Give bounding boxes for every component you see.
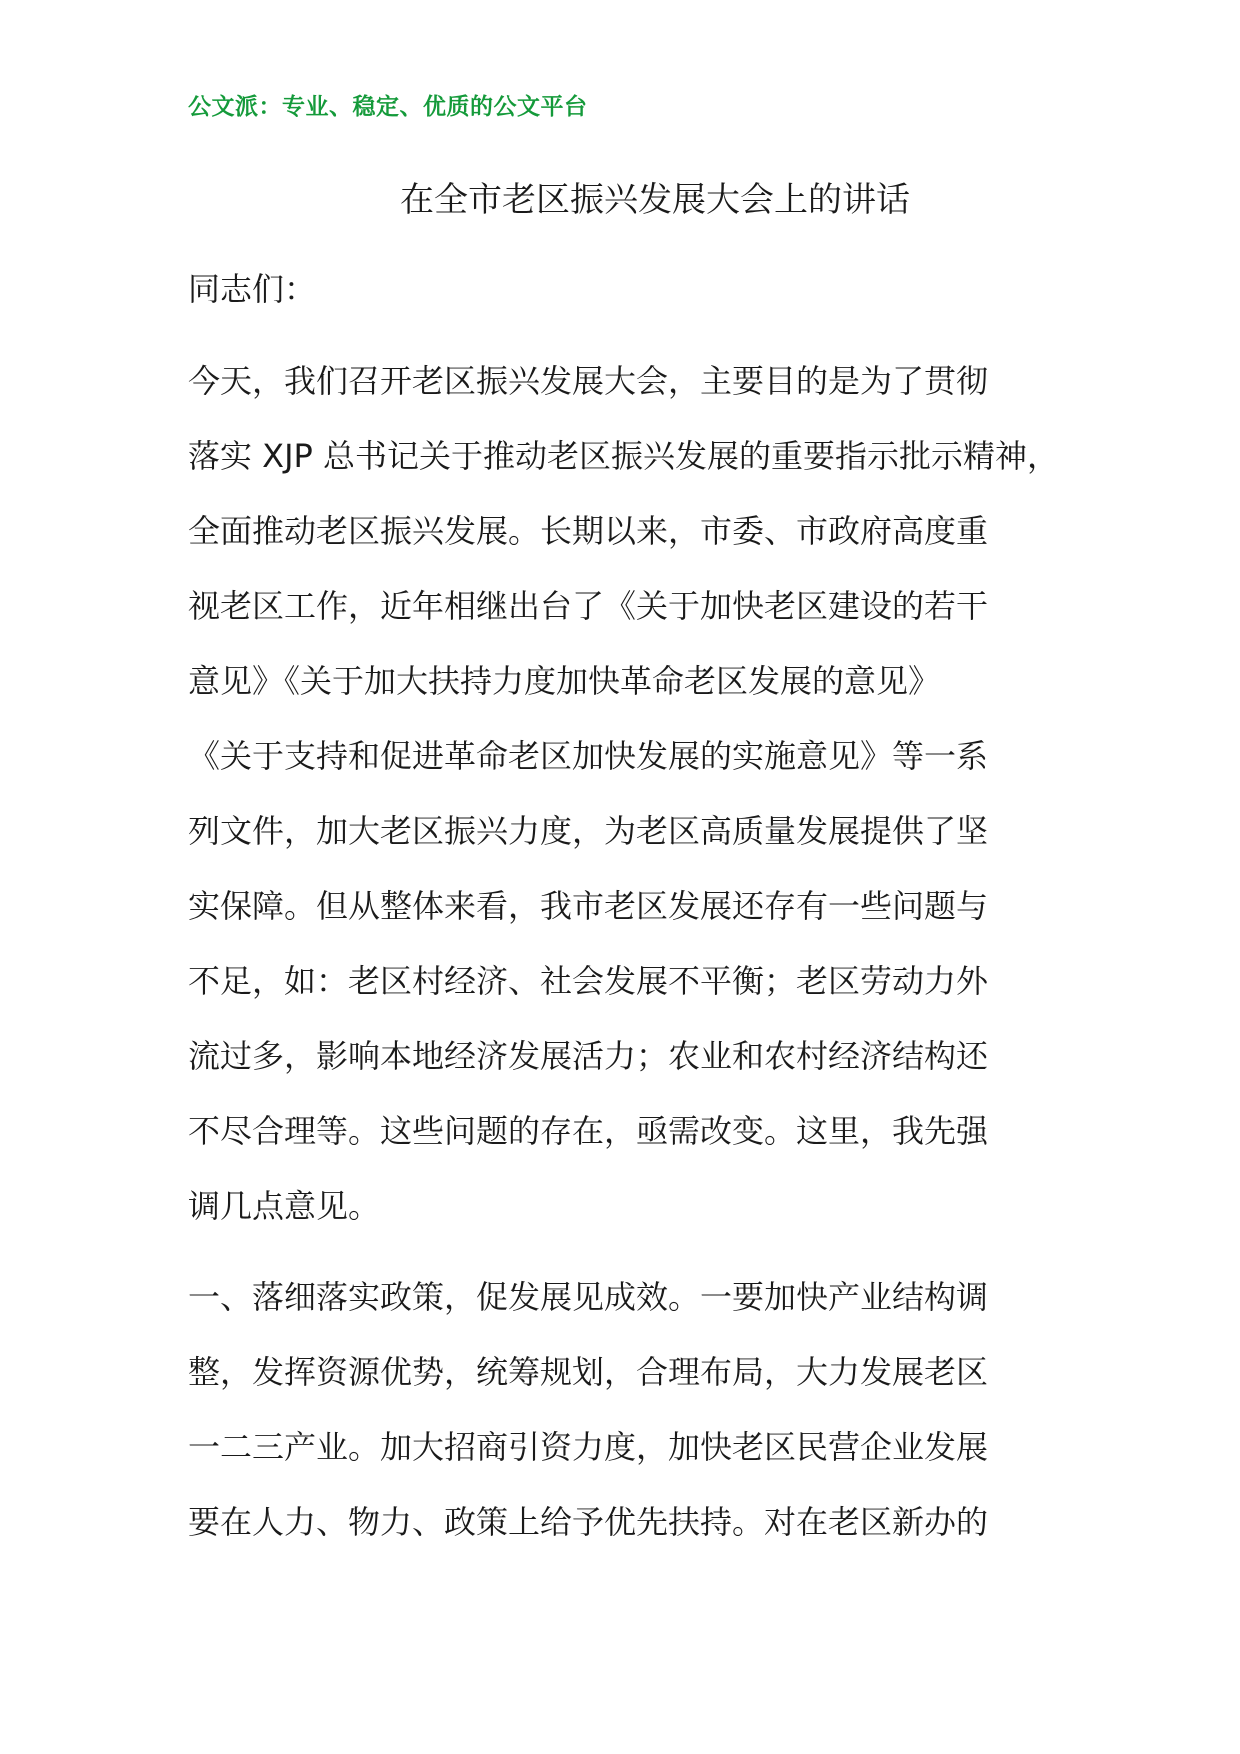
text-line: 流过多，影响本地经济发展活力；农业和农村经济结构还: [188, 1037, 989, 1075]
salutation: 同志们：: [188, 270, 317, 308]
text-line: 调几点意见。: [188, 1187, 381, 1225]
text-line: 不尽合理等。这些问题的存在，亟需改变。这里，我先强: [188, 1112, 989, 1150]
text-line: 意见》《关于加大扶持力度加快革命老区发展的意见》: [188, 662, 941, 700]
text-line: 全面推动老区振兴发展。长期以来，市委、市政府高度重: [188, 512, 989, 550]
text-line: 一、落细落实政策，促发展见成效。一要加快产业结构调: [188, 1278, 989, 1316]
text-line: 落实 XJP 总书记关于推动老区振兴发展的重要指示批示精神，: [188, 437, 1060, 475]
paragraph-section-one: [188, 1260, 1128, 1560]
text-line: 要在人力、物力、政策上给予优先扶持。对在老区新办的: [188, 1503, 989, 1541]
text-line: 《关于支持和促进革命老区加快发展的实施意见》等一系: [188, 737, 989, 775]
text-line: 一二三产业。加大招商引资力度，加快老区民营企业发展: [188, 1428, 989, 1466]
text-line: 不足，如：老区村经济、社会发展不平衡；老区劳动力外: [188, 962, 989, 1000]
text-line: 整，发挥资源优势，统筹规划，合理布局，大力发展老区: [188, 1353, 989, 1391]
text-line: 视老区工作，近年相继出台了《关于加快老区建设的若干: [188, 587, 989, 625]
document-title: 在全市老区振兴发展大会上的讲话: [400, 180, 910, 220]
paragraph-intro: [188, 344, 1128, 1244]
text-line: 今天，我们召开老区振兴发展大会，主要目的是为了贯彻: [188, 362, 989, 400]
text-line: 实保障。但从整体来看，我市老区发展还存有一些问题与: [188, 887, 989, 925]
brand-header: 公文派：专业、稳定、优质的公文平台: [188, 94, 588, 120]
text-line: 列文件，加大老区振兴力度，为老区高质量发展提供了坚: [188, 812, 989, 850]
